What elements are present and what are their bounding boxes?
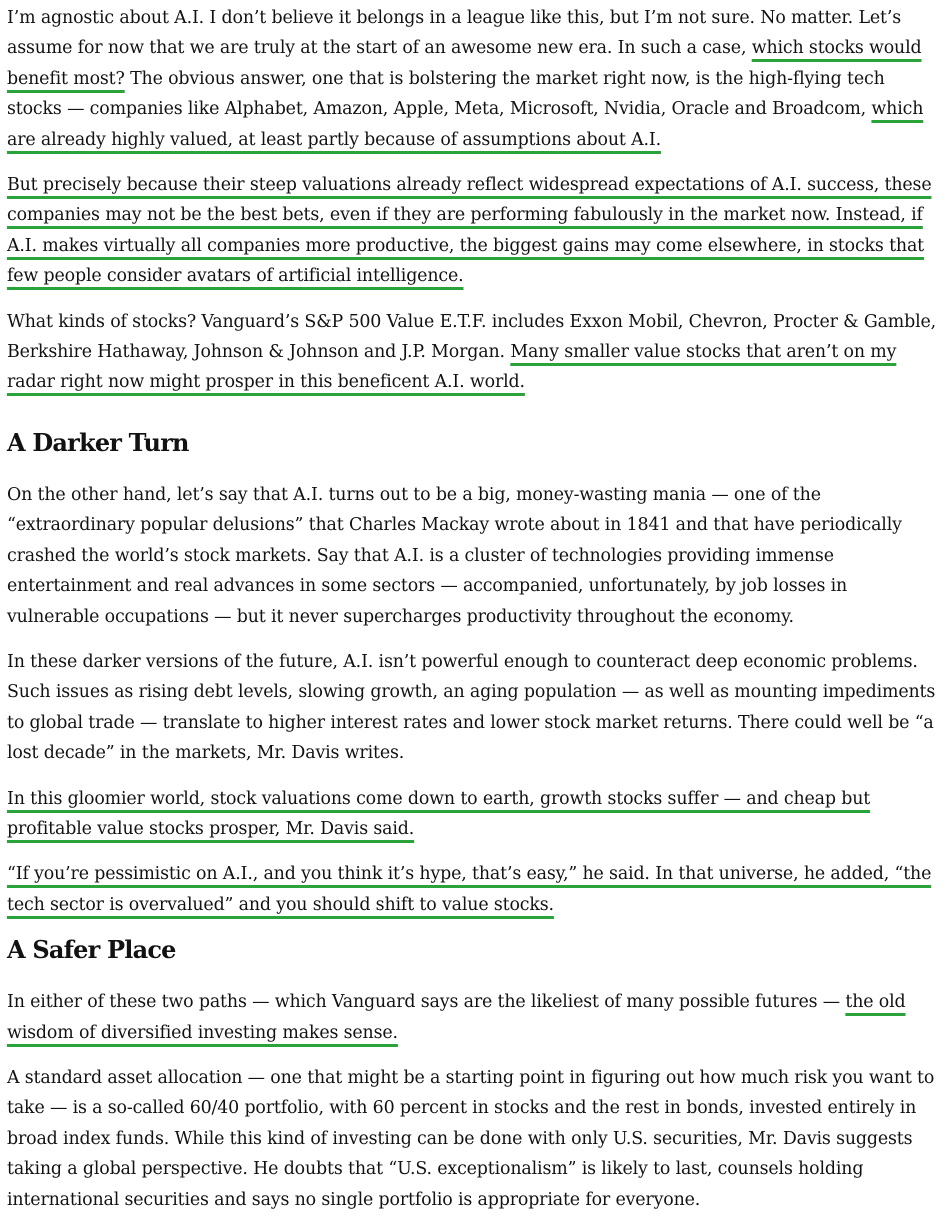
highlighted-text: Many smaller value stocks that aren’t on my radar right now might prosper in this beneficent A.I. world. [7, 342, 897, 393]
paragraph-money-wasting-mania [7, 480, 942, 632]
highlighted-text: “If you’re pessimistic on A.I., and you think it’s hype, that’s easy,” he said. In that universe, he added, “the tech sector is overvalued” and you should shift to value stocks. [7, 864, 932, 915]
highlighted-text: which are already highly valued, at least partly because of assumptions about A.I. [7, 99, 924, 150]
article-body [7, 3, 942, 1230]
highlighted-text: which stocks would benefit most? [7, 38, 922, 89]
text-span: What kinds of stocks? Vanguard’s S&P 500 Value E.T.F. includes Exxon Mobil, Chevron, Procter & Gamble, Berkshire Hathaway, Johnson & Johnson and J.P. Morgan. [7, 311, 937, 363]
highlighted-text: In this gloomier world, stock valuations come down to earth, growth stocks suffer — and cheap but profitable value stocks prosper, Mr. Davis said. [7, 788, 871, 839]
highlighted-text: But precisely because their steep valuations already reflect widespread expectations of A.I. success, these companies may not be the best bets, even if they are performing fabulously in the market now. Instead, if A.I. makes virtually all companies more productive, the biggest gains may come elsewhere, in stocks that few people consider avatars of artificial intelligence. [7, 175, 932, 287]
text-span: In these darker versions of the future, A.I. isn’t powerful enough to counteract deep economic problems. Such issues as rising debt levels, slowing growth, an aging population — as well as mounting impediments to global trade — translate to higher interest rates and lower stock market returns. There could well be “a lost decade” in the markets, Mr. Davis writes. [7, 651, 936, 764]
paragraph-value-etf [7, 307, 942, 398]
section-heading-darker-turn: A Darker Turn [7, 427, 189, 457]
paragraph-two-paths [7, 987, 942, 1048]
text-span: The obvious answer, one that is bolstering the market right now, is the high-flying tech stocks — companies like Alphabet, Amazon, Apple, Meta, Microsoft, Nvidia, Oracle and Broadcom, [7, 68, 885, 120]
text-span: I’m agnostic about A.I. I don’t believe it belongs in a league like this, but I’m not sure. No matter. Let’s assume for now that we are truly at the start of an awesome new era. In such a case, [7, 8, 901, 59]
paragraph-gloomier-world [7, 784, 942, 845]
text-span: A standard asset allocation — one that might be a starting point in figuring out how much risk you want to take — is a so-called 60/40 portfolio, with 60 percent in stocks and the rest in bonds, invested entirely in broad index funds. While this kind of investing can be done with only U.S. securities, Mr. Davis suggests taking a global perspective. He doubts that “U.S. exceptionalism” is likely to last, counsels holding international securities and says no single portfolio is appropriate for everyone. [7, 1067, 935, 1210]
paragraph-steep-valuations [7, 170, 942, 292]
paragraph-agnostic [7, 3, 942, 155]
paragraph-pessimistic-quote [7, 859, 942, 920]
text-span: In either of these two paths — which Vanguard says are the likeliest of many possible futures — [7, 992, 846, 1013]
section-heading-safer-place: A Safer Place [7, 935, 176, 965]
paragraph-asset-allocation [7, 1063, 942, 1215]
text-span: On the other hand, let’s say that A.I. turns out to be a big, money-wasting mania — one of the “extraordinary popular delusions” that Charles Mackay wrote about in 1841 and that have periodically crashed the world’s stock markets. Say that A.I. is a cluster of technologies providing immense entertainment and real advances in some sectors — accompanied, unfortunately, by job losses in vulnerable occupations — but it never supercharges productivity throughout the economy. [7, 484, 902, 627]
highlighted-text: the old wisdom of diversified investing makes sense. [7, 992, 906, 1043]
paragraph-darker-versions [7, 647, 942, 769]
